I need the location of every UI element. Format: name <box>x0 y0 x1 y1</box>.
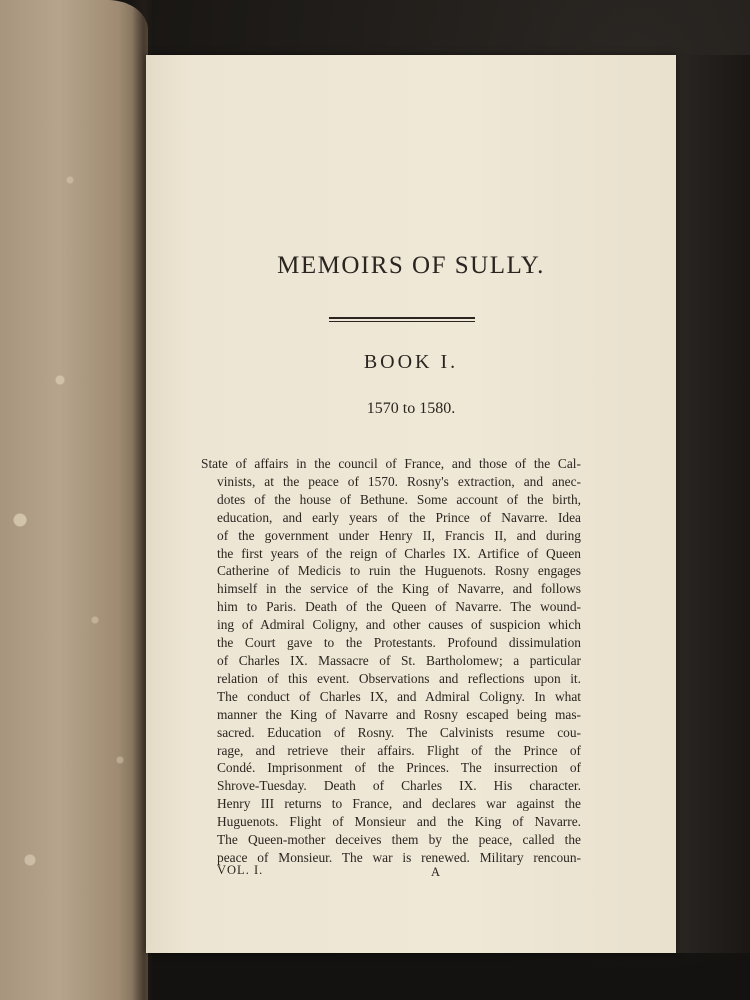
title-rule <box>329 317 475 322</box>
summary-line: Catherine of Medicis to ruin the Huguenots. Rosny engages <box>217 563 581 579</box>
summary-line: vinists, at the peace of 1570. Rosny's extraction, and anec- <box>217 473 581 489</box>
summary-line: himself in the service of the King of Navarre, and follows <box>217 581 581 597</box>
facing-left-page <box>0 0 148 1000</box>
summary-line: The Queen-mother deceives them by the peace, called the <box>217 832 581 848</box>
book-page <box>146 55 676 953</box>
summary-line: Henry III returns to France, and declares war against the <box>217 796 581 812</box>
summary-line: relation of this event. Observations and reflections upon it. <box>217 670 581 686</box>
summary-line: Shrove-Tuesday. Death of Charles IX. His character. <box>217 778 581 794</box>
summary-line: of Charles IX. Massacre of St. Bartholomew; a particular <box>217 652 581 668</box>
volume-signature: VOL. I. <box>217 863 264 877</box>
summary-line: Huguenots. Flight of Monsieur and the King of Navarre. <box>217 814 581 830</box>
date-range: 1570 to 1580. <box>366 400 456 417</box>
summary-line: him to Paris. Death of the Queen of Navarre. The wound- <box>217 599 581 615</box>
summary-line: of the government under Henry II, Francis II, and during <box>217 527 581 543</box>
summary-line: manner the King of Navarre and Rosny escaped being mas- <box>217 706 581 722</box>
summary-line: Condé. Imprisonment of the Princes. The insurrection of <box>217 760 581 776</box>
summary-line: the Court gave to the Protestants. Profound dissimulation <box>217 635 581 651</box>
summary-line: education, and early years of the Prince of Navarre. Idea <box>217 509 581 525</box>
summary-line: the first years of the reign of Charles IX. Artifice of Queen <box>217 545 581 561</box>
summary-line: sacred. Education of Rosny. The Calvinists resume cou- <box>217 724 581 740</box>
signature-mark: A <box>431 865 441 879</box>
summary-line: rage, and retrieve their affairs. Flight of the Prince of <box>217 742 581 758</box>
chapter-summary <box>201 455 581 867</box>
summary-line: State of affairs in the council of France, and those of the Cal- <box>201 456 581 471</box>
summary-line: ing of Admiral Coligny, and other causes of suspicion which <box>217 617 581 633</box>
summary-line: The conduct of Charles IX, and Admiral Coligny. In what <box>217 688 581 704</box>
book-heading: BOOK I. <box>363 351 459 373</box>
page-title: MEMOIRS OF SULLY. <box>277 252 545 279</box>
summary-line: dotes of the house of Bethune. Some account of the birth, <box>217 491 581 507</box>
dark-backdrop-right <box>676 55 750 953</box>
summary-line: peace of Monsieur. The war is renewed. Military rencoun- <box>217 849 581 865</box>
